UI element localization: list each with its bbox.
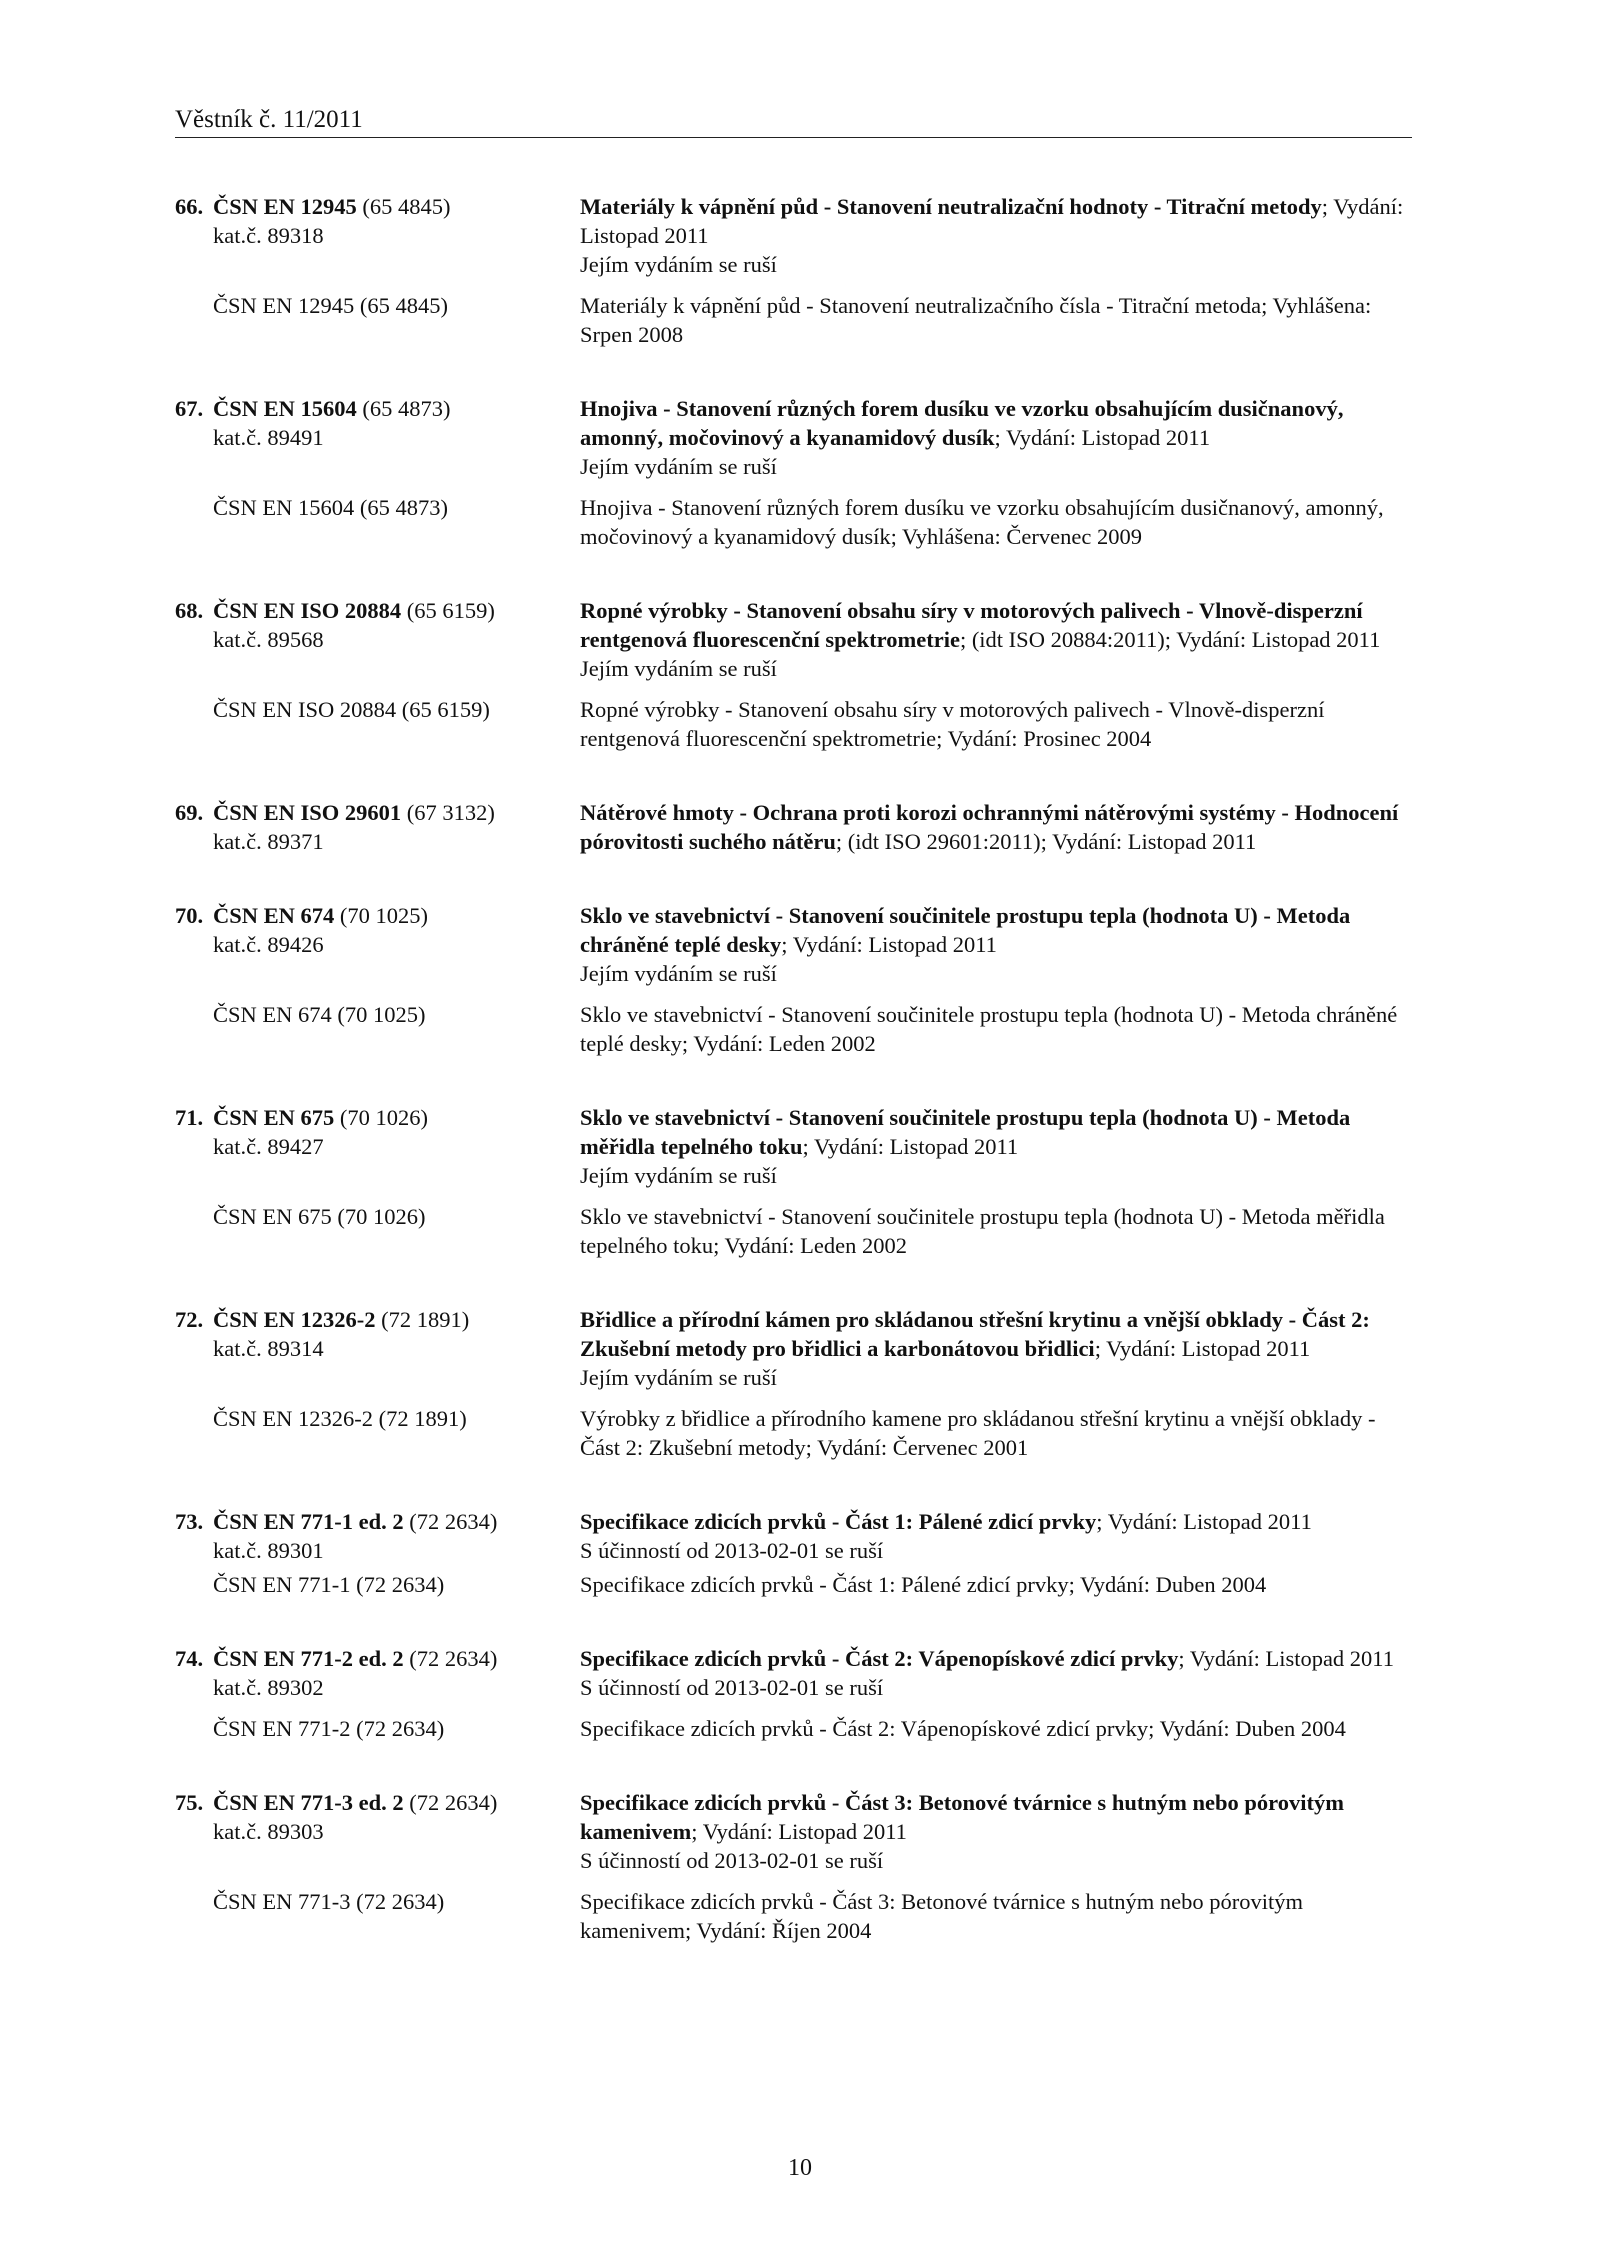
- replaced-code: ČSN EN 675 (70 1026): [213, 1204, 426, 1229]
- standard-title: Specifikace zdicích prvků - Část 2: Vápenopískové zdicí prvky: [580, 1646, 1179, 1671]
- standard-code: ČSN EN ISO 20884: [213, 598, 402, 623]
- catalog-number: kat.č. 89568: [213, 627, 324, 652]
- entry-number: 66.: [175, 194, 204, 219]
- standard-entry: [175, 1644, 1415, 1743]
- catalog-number: kat.č. 89371: [213, 829, 324, 854]
- standard-class: (72 2634): [403, 1790, 498, 1815]
- replaced-text: Ropné výrobky - Stanovení obsahu síry v motorových palivech - Vlnově-disperzní rentgenová fluorescenční spektrometrie; Vydání: Prosinec 2004: [580, 697, 1325, 751]
- catalog-number: kat.č. 89314: [213, 1336, 324, 1361]
- journal-title: Věstník č. 11/2011: [175, 106, 363, 133]
- standard-code: ČSN EN 771-3 ed. 2: [213, 1790, 404, 1815]
- standard-class: (72 2634): [403, 1509, 498, 1534]
- standard-class: (70 1026): [334, 1105, 429, 1130]
- replaced-code: ČSN EN 771-2 (72 2634): [213, 1716, 445, 1741]
- replacement-status: S účinností od 2013-02-01 se ruší: [580, 1675, 884, 1700]
- standard-title: Hnojiva - Stanovení různých forem dusíku ve vzorku obsahujícím dusičnanový, amonný, močovinový a kyanamidový dusík: [580, 396, 1344, 450]
- standard-code: ČSN EN 675: [213, 1105, 335, 1130]
- standard-code: ČSN EN 12945: [213, 194, 357, 219]
- standard-entry: [175, 798, 1415, 856]
- replaced-text: Materiály k vápnění půd - Stanovení neutralizačního čísla - Titrační metoda; Vyhlášena: Srpen 2008: [580, 293, 1372, 347]
- replacement-status: Jejím vydáním se ruší: [580, 1163, 777, 1188]
- replaced-code: ČSN EN 12945 (65 4845): [213, 293, 448, 318]
- standard-title-rest: ; Vydání: Listopad 2011: [994, 425, 1211, 450]
- entry-number: 75.: [175, 1790, 204, 1815]
- standard-entry: [175, 1507, 1415, 1599]
- replaced-code: ČSN EN ISO 20884 (65 6159): [213, 697, 490, 722]
- catalog-number: kat.č. 89426: [213, 932, 324, 957]
- standard-title: Specifikace zdicích prvků - Část 1: Pálené zdicí prvky: [580, 1509, 1097, 1534]
- replaced-text: Výrobky z břidlice a přírodního kamene pro skládanou střešní krytinu a vnější obklady - Část 2: Zkušební metody; Vydání: Červenec 2001: [580, 1406, 1376, 1460]
- replaced-text: Sklo ve stavebnictví - Stanovení součinitele prostupu tepla (hodnota U) - Metoda chráněné teplé desky; Vydání: Leden 2002: [580, 1002, 1398, 1056]
- standard-entry: [175, 1305, 1415, 1462]
- standard-title: Sklo ve stavebnictví - Stanovení součinitele prostupu tepla (hodnota U) - Metoda měřidla tepelného toku: [580, 1105, 1351, 1159]
- standard-code: ČSN EN 771-2 ed. 2: [213, 1646, 404, 1671]
- standard-class: (65 4845): [356, 194, 451, 219]
- standard-title: Břidlice a přírodní kámen pro skládanou střešní krytinu a vnější obklady - Část 2: Zkušební metody pro břidlici a karbonátovou břidlici: [580, 1307, 1370, 1361]
- replacement-status: S účinností od 2013-02-01 se ruší: [580, 1848, 884, 1873]
- entry-number: 67.: [175, 396, 204, 421]
- replacement-status: Jejím vydáním se ruší: [580, 656, 777, 681]
- standard-class: (65 4873): [356, 396, 451, 421]
- replaced-text: Sklo ve stavebnictví - Stanovení součinitele prostupu tepla (hodnota U) - Metoda měřidla tepelného toku; Vydání: Leden 2002: [580, 1204, 1385, 1258]
- standard-title-rest: ; Vydání: Listopad 2011: [1094, 1336, 1311, 1361]
- replaced-code: ČSN EN 12326-2 (72 1891): [213, 1406, 467, 1431]
- standard-entry: [175, 596, 1415, 753]
- replacement-status: Jejím vydáním se ruší: [580, 252, 777, 277]
- standard-title: Ropné výrobky - Stanovení obsahu síry v motorových palivech - Vlnově-disperzní rentgenová fluorescenční spektrometrie: [580, 598, 1363, 652]
- catalog-number: kat.č. 89302: [213, 1675, 324, 1700]
- standard-class: (65 6159): [401, 598, 495, 623]
- entry-number: 71.: [175, 1105, 204, 1130]
- catalog-number: kat.č. 89491: [213, 425, 324, 450]
- catalog-number: kat.č. 89303: [213, 1819, 324, 1844]
- replaced-code: ČSN EN 15604 (65 4873): [213, 495, 448, 520]
- standard-entry: [175, 901, 1415, 1058]
- replaced-code: ČSN EN 771-3 (72 2634): [213, 1889, 445, 1914]
- standard-class: (72 1891): [375, 1307, 470, 1332]
- replacement-status: Jejím vydáním se ruší: [580, 1365, 777, 1390]
- page-header: [175, 106, 1412, 138]
- standard-title: Specifikace zdicích prvků - Část 3: Betonové tvárnice s hutným nebo pórovitým kamenivem: [580, 1790, 1344, 1844]
- catalog-number: kat.č. 89301: [213, 1538, 324, 1563]
- standard-code: ČSN EN 15604: [213, 396, 357, 421]
- replacement-status: Jejím vydáním se ruší: [580, 454, 777, 479]
- replaced-text: Hnojiva - Stanovení různých forem dusíku ve vzorku obsahujícím dusičnanový, amonný, močovinový a kyanamidový dusík; Vyhlášena: Červenec 2009: [580, 495, 1384, 549]
- page-footer: [0, 2155, 1600, 2182]
- replaced-text: Specifikace zdicích prvků - Část 2: Vápenopískové zdicí prvky; Vydání: Duben 2004: [580, 1716, 1346, 1741]
- standard-title: Sklo ve stavebnictví - Stanovení součinitele prostupu tepla (hodnota U) - Metoda chráněné teplé desky: [580, 903, 1351, 957]
- entry-number: 74.: [175, 1646, 204, 1671]
- standard-title-rest: ; Vydání: Listopad 2011: [781, 932, 997, 957]
- standard-title-rest: ; (idt ISO 20884:2011); Vydání: Listopad 2011: [959, 627, 1381, 652]
- standard-title-rest: ; Vydání: Listopad 2011: [1178, 1646, 1394, 1671]
- standard-title-rest: ; Vydání: Listopad 2011: [1096, 1509, 1312, 1534]
- standard-title-rest: ; (idt ISO 29601:2011); Vydání: Listopad 2011: [835, 829, 1257, 854]
- entry-number: 68.: [175, 598, 204, 623]
- standards-list: [175, 192, 1415, 1990]
- standard-title: Materiály k vápnění půd - Stanovení neutralizační hodnoty - Titrační metody: [580, 194, 1322, 219]
- standard-title-rest: ; Vydání: Listopad 2011: [580, 194, 1404, 248]
- catalog-number: kat.č. 89318: [213, 223, 324, 248]
- replaced-code: ČSN EN 771-1 (72 2634): [213, 1572, 445, 1597]
- standard-entry: [175, 192, 1415, 349]
- replaced-code: ČSN EN 674 (70 1025): [213, 1002, 426, 1027]
- replaced-text: Specifikace zdicích prvků - Část 3: Betonové tvárnice s hutným nebo pórovitým kamenivem; Vydání: Říjen 2004: [580, 1889, 1303, 1943]
- replacement-status: Jejím vydáním se ruší: [580, 961, 777, 986]
- entry-number: 70.: [175, 903, 204, 928]
- replaced-text: Specifikace zdicích prvků - Část 1: Pálené zdicí prvky; Vydání: Duben 2004: [580, 1572, 1267, 1597]
- standard-title: Nátěrové hmoty - Ochrana proti korozi ochrannými nátěrovými systémy - Hodnocení pórovitosti suchého nátěru: [580, 800, 1399, 854]
- entry-number: 69.: [175, 800, 204, 825]
- standard-code: ČSN EN ISO 29601: [213, 800, 402, 825]
- standard-code: ČSN EN 674: [213, 903, 335, 928]
- standard-entry: [175, 1103, 1415, 1260]
- replacement-status: S účinností od 2013-02-01 se ruší: [580, 1538, 884, 1563]
- standard-class: (67 3132): [401, 800, 495, 825]
- page-number: 10: [788, 2155, 812, 2181]
- standard-title-rest: ; Vydání: Listopad 2011: [802, 1134, 1019, 1159]
- standard-entry: [175, 1788, 1415, 1945]
- standard-code: ČSN EN 12326-2: [213, 1307, 376, 1332]
- standard-class: (72 2634): [403, 1646, 498, 1671]
- standard-code: ČSN EN 771-1 ed. 2: [213, 1509, 404, 1534]
- standard-title-rest: ; Vydání: Listopad 2011: [691, 1819, 907, 1844]
- entry-number: 73.: [175, 1509, 204, 1534]
- entry-number: 72.: [175, 1307, 204, 1332]
- catalog-number: kat.č. 89427: [213, 1134, 324, 1159]
- standard-entry: [175, 394, 1415, 551]
- standard-class: (70 1025): [334, 903, 429, 928]
